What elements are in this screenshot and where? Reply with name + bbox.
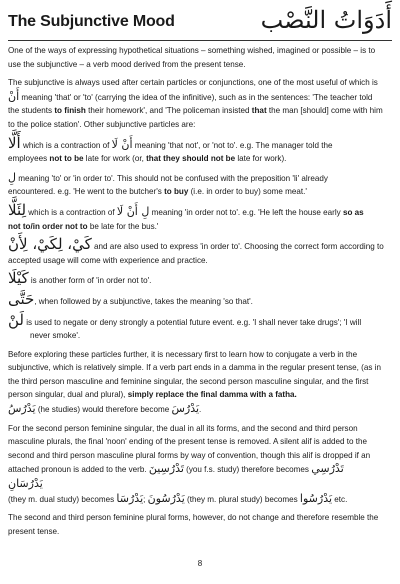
arabic-yadrusani: يَدْرُسَانِ	[8, 477, 43, 491]
an-paragraph: The subjunctive is always used after certain particles or conjunctions, one of the most useful of which is أَنْ meaning 'that' or 'to' (carrying the idea of the infinitive), such as in the sentences: 'The teacher told the students to finish their homework', and 'The policeman insisted that the man [should] come with him to the police station'. Other subjunctive particles are:	[8, 78, 383, 129]
arabic-tadrusi: تَدْرُسِي	[311, 462, 344, 476]
arabic-lialla: لِئَلَّا	[8, 200, 27, 219]
particle-hatta: حَتَّى, when followed by a subjunctive, takes the meaning 'so that'.	[8, 289, 253, 308]
intro-paragraph: One of the ways of expressing hypothetical situations – something wished, imagined or possible – is to use the subjunctive – a verb mood derived from the present tense.	[8, 46, 376, 69]
particle-lan: لَنْ is used to negate or deny strongly a potential future event. e.g. 'I shall never take drugs'; 'I will never smoke'.	[8, 310, 362, 341]
arabic-li: لِ	[8, 170, 16, 184]
particle-kaylaa: كَيْلَا is another form of 'in order not to'.	[8, 269, 152, 288]
arabic-yadrusu: يَدْرُسُ	[8, 402, 36, 416]
arabic-an-la: أَنْ لَا	[111, 137, 133, 151]
particle-li: لِ meaning 'to' or 'in order to'. This should not be confused with the preposition 'li' already encountered. e.g. 'He went to the butcher's to buy (i.e. in order to buy) some meat.'	[8, 170, 328, 197]
conjugation-paragraph: Before exploring these particles further, it is necessary first to learn how to conjugate a verb in the subjunctive, which is relatively simple. If a verb part ends in a damma in the regular present tense, (as in the third person masculine and feminine singular, the second person masculine singular, and the first person singular, dual and plural), simply replace the final damma with a fatha. يَدْرُسُ (he studies) would therefore become يَدْرُسَ.	[8, 349, 381, 416]
arabic-kaylaa: كَيْلَا	[8, 269, 29, 288]
page-header	[8, 8, 392, 40]
page-number: 8	[197, 559, 203, 568]
particle-alla: أَلَّا which is a contraction of أَنْ لَا meaning 'that not', or 'not to'. e.g. The manager told the employees not to be late for work (or, that they should not be late for work).	[8, 133, 333, 164]
arabic-yadrusa-dual: يَدْرُسَا	[116, 491, 144, 505]
second-person-paragraph: For the second person feminine singular, the dual in all its forms, and the second and third person masculine plurals, the final 'noon' ending of the present tense is removed. A silent alif is added to the second and third person masculine plural forms by way of convention, though this alif is dropped if an attached pronoun is added to the verb. تَدْرُسِينَ (you f.s. study) therefore becomes تَدْرُسِي يَدْرُسَانِ (they m. dual study) becomes يَدْرُسَا; يَدْرُسُونَ (they m. plural study) becomes يَدْرُسُوا etc.	[8, 423, 371, 505]
particle-kay: كَيْ، لِكَيْ، لِأَنْ and are also used to express 'in order to'. Choosing the correct form according to accepted usage will come with experience and practice.	[8, 235, 384, 265]
page-title: The Subjunctive Mood	[8, 13, 175, 30]
page-body	[8, 44, 396, 543]
arabic-alla: أَلَّا	[8, 133, 21, 152]
header-rule	[8, 40, 392, 41]
closing-paragraph: The second and third person feminine plural forms, however, do not change and therefore resemble the present tense.	[8, 513, 379, 536]
arabic-tadrusina: تَدْرُسِينَ	[148, 462, 184, 476]
arabic-hatta: حَتَّى	[8, 289, 35, 308]
arabic-yadrusu-plural: يَدْرُسُوا	[299, 491, 333, 505]
arabic-lan: لَنْ	[8, 310, 24, 329]
arabic-yadrusa: يَدْرُسَ	[171, 402, 200, 416]
arabic-kay: كَيْ، لِكَيْ، لِأَنْ	[8, 235, 92, 254]
arabic-an: أَنْ	[8, 89, 20, 103]
particle-lialla: لِئَلَّا which is a contraction of لِ أَنْ لَا meaning 'in order not to'. e.g. 'He left the house early so as not to/in order not to be late for the bus.'	[8, 200, 364, 231]
arabic-title: أَدَوَاتُ النَّصْب	[260, 6, 392, 34]
arabic-yadrusuna: يَدْرُسُونَ	[147, 491, 185, 505]
arabic-li-an-la: لِ أَنْ لَا	[116, 204, 150, 218]
